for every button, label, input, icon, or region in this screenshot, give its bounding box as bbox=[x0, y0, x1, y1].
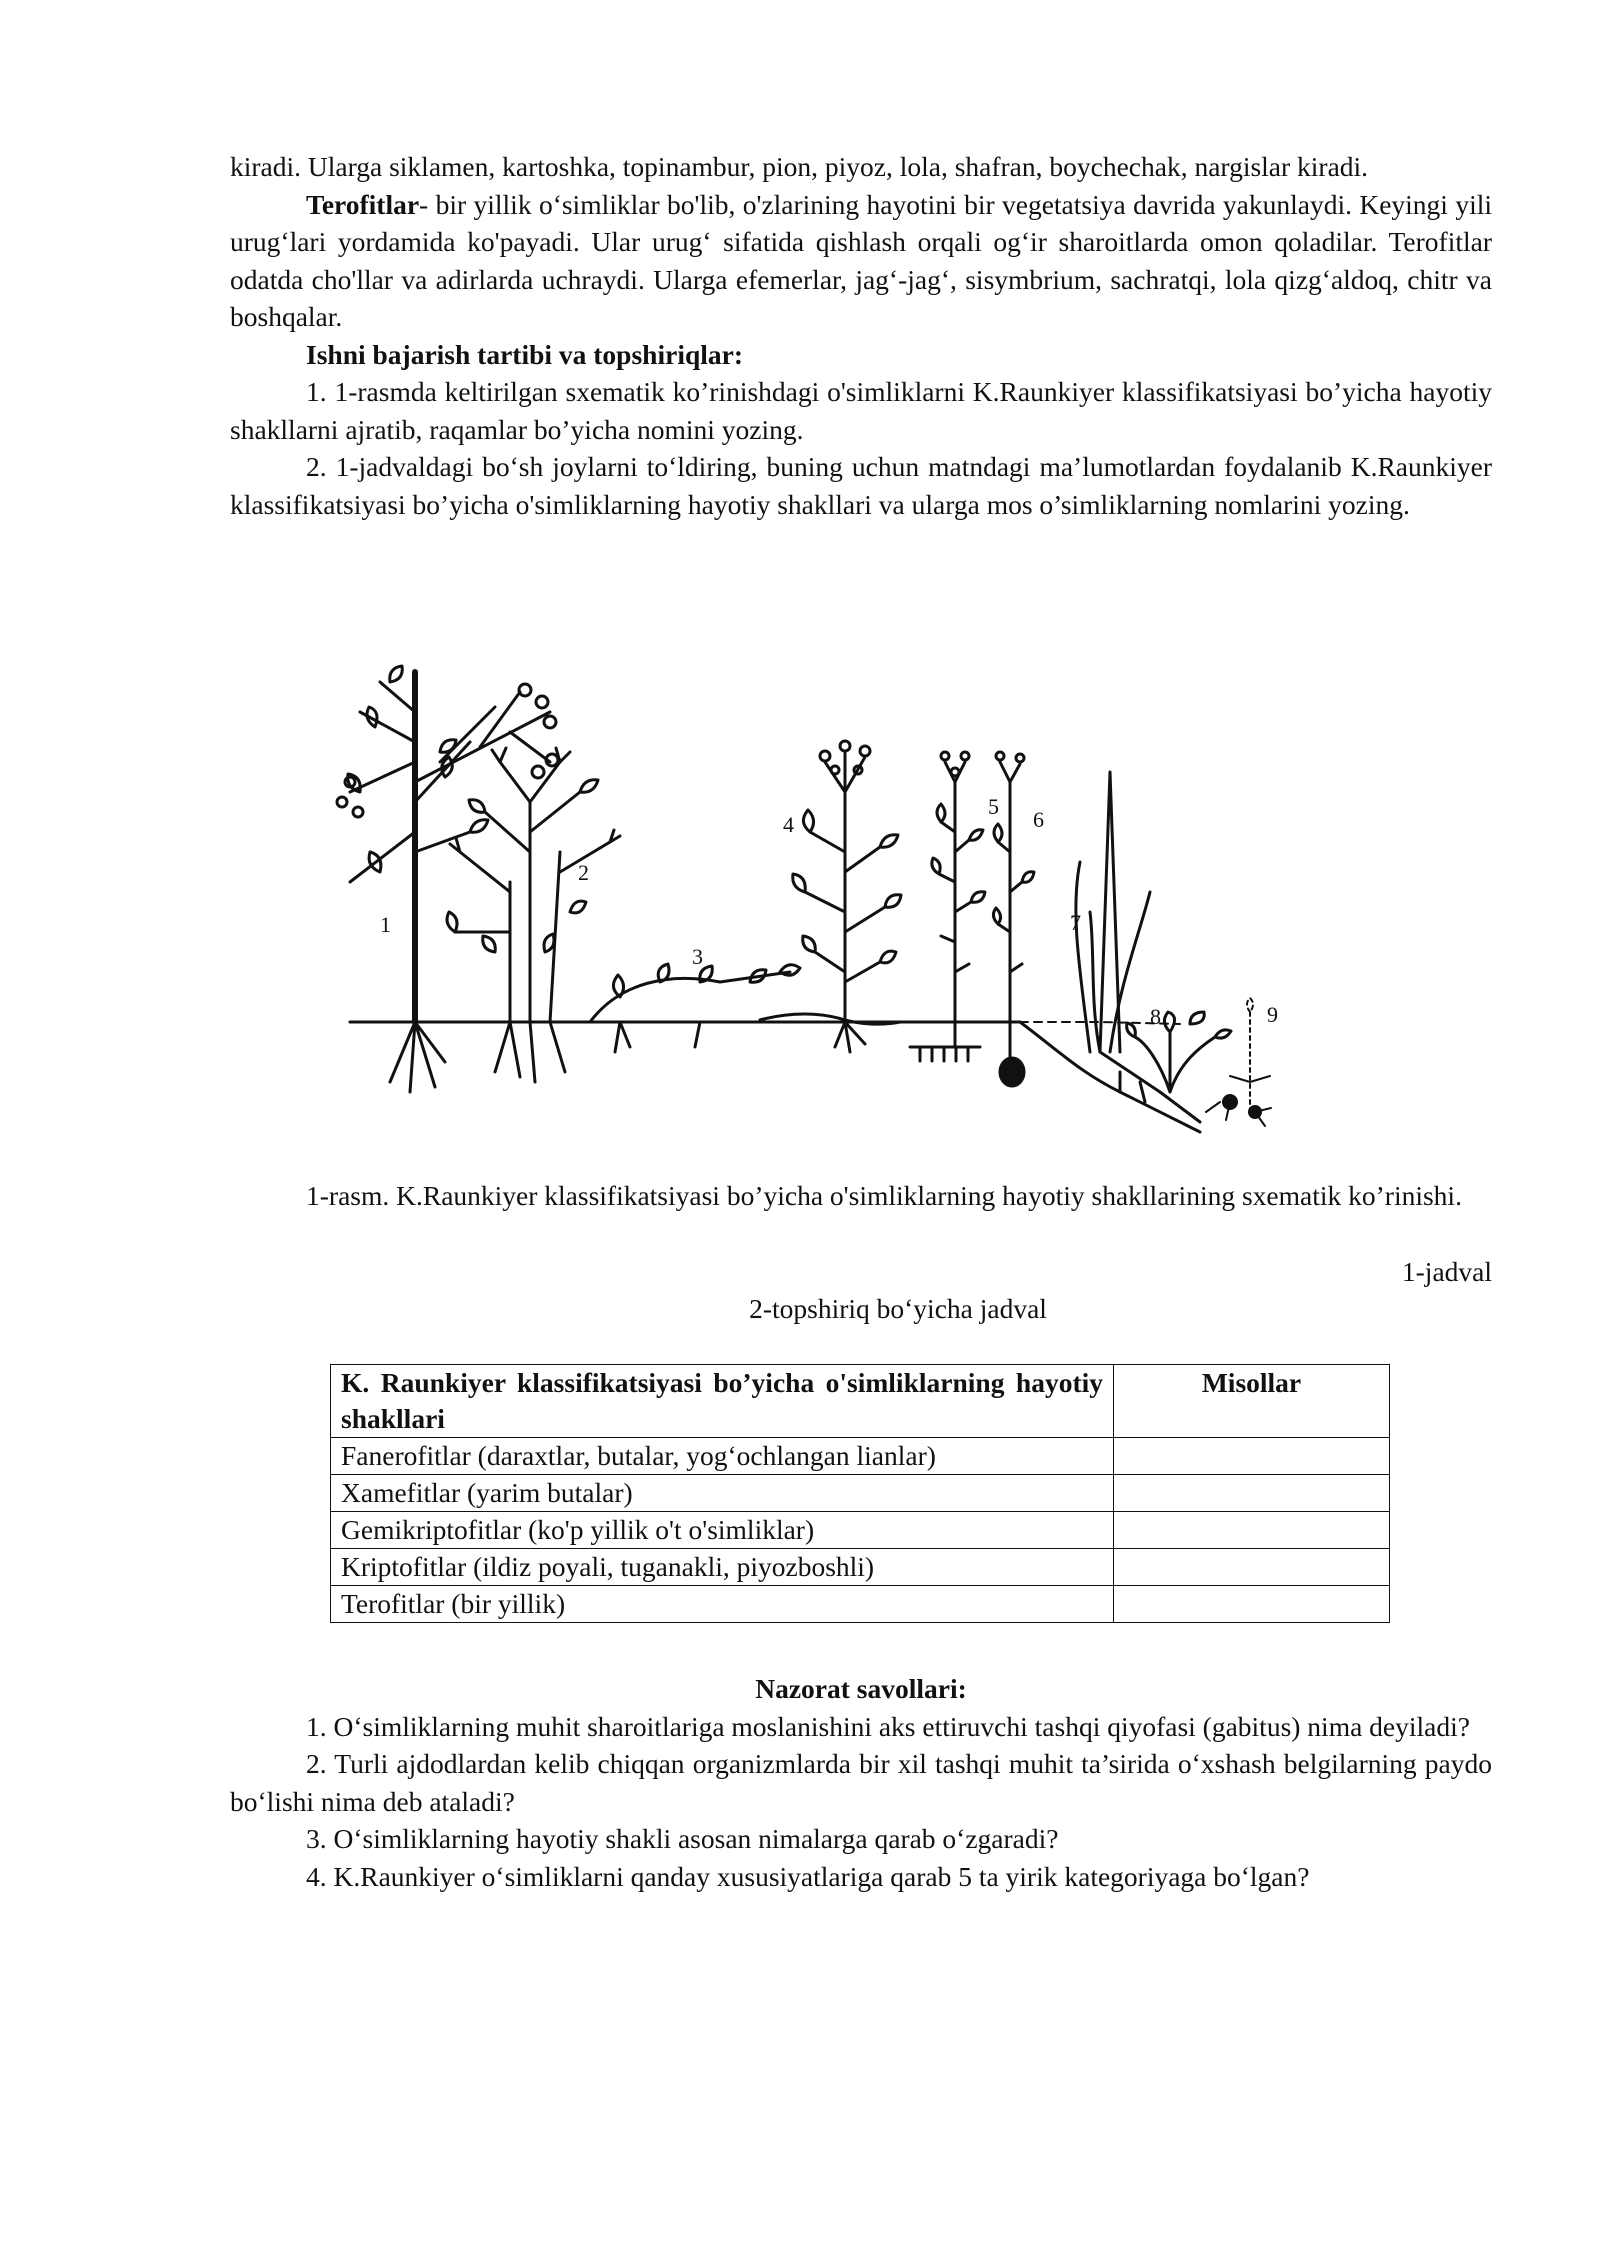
figure-label-8: 8 bbox=[1150, 1004, 1161, 1029]
row-examples-cell[interactable] bbox=[1114, 1438, 1390, 1475]
raunkiaer-life-forms-figure bbox=[320, 652, 1280, 1172]
task-1: 1. 1-rasmda keltirilgan sxematik ko’rinishdagi o'simliklarni K.Raunkiyer klassifikatsiyasi bo’yicha hayotiy shakllarni ajratib, raqamlar bo’yicha nomini yozing. bbox=[230, 376, 1492, 445]
row-examples-cell[interactable] bbox=[1114, 1549, 1390, 1586]
caption-text: 1-rasm. K.Raunkiyer klassifikatsiyasi bo’yicha o'simliklarning hayotiy shakllarining sxematik ko’rinishi. bbox=[306, 1180, 1462, 1211]
figure-label-9: 9 bbox=[1267, 1002, 1278, 1027]
intro-section bbox=[230, 148, 1492, 523]
table-row bbox=[331, 1549, 1390, 1586]
figure-label-4: 4 bbox=[783, 812, 794, 837]
plant-5-rhizome-plant bbox=[910, 752, 985, 1061]
plant-1-tree bbox=[337, 666, 558, 1092]
plant-2-shrub bbox=[447, 748, 620, 1082]
table-row bbox=[331, 1438, 1390, 1475]
question-4: 4. K.Raunkiyer o‘simliklarni qanday xususiyatlariga qarab 5 ta yirik kategoriyaga bo‘lgan? bbox=[306, 1860, 1310, 1892]
questions-heading: Nazorat savollari: bbox=[755, 1673, 967, 1704]
figure-label-7: 7 bbox=[1070, 910, 1081, 935]
table-label: 1-jadval bbox=[1401, 1256, 1492, 1287]
table-row bbox=[331, 1512, 1390, 1549]
tasks-heading: Ishni bajarish tartibi va topshiriqlar: bbox=[306, 338, 744, 370]
row-examples-cell[interactable] bbox=[1114, 1475, 1390, 1512]
header-examples: Misollar bbox=[1114, 1365, 1390, 1438]
table-row bbox=[331, 1586, 1390, 1623]
row-life-form: Xamefitlar (yarim butalar) bbox=[331, 1475, 1114, 1512]
task-2: 2. 1-jadvaldagi bo‘sh joylarni to‘ldiring, buning uchun matndagi ma’lumotlardan foydalanib K.Raunkiyer klassifikatsiyasi bo’yicha o'simliklarning hayotiy shakllari va ularga mos o’simliklarning nomlarini yozing. bbox=[230, 451, 1492, 520]
figure-label-3: 3 bbox=[692, 944, 703, 969]
table-row bbox=[331, 1475, 1390, 1512]
figure-label-6: 6 bbox=[1033, 807, 1044, 832]
terofit-paragraph bbox=[230, 186, 1492, 336]
table-header-row bbox=[331, 1365, 1390, 1438]
plant-3-creeping bbox=[590, 964, 800, 1052]
figure-caption bbox=[230, 1177, 1492, 1215]
row-life-form: Gemikriptofitlar (ko'p yillik o't o'simliklar) bbox=[331, 1512, 1114, 1549]
figure-label-2: 2 bbox=[578, 860, 589, 885]
row-life-form: Fanerofitlar (daraxtlar, butalar, yog‘ochlangan lianlar) bbox=[331, 1438, 1114, 1475]
intro-paragraph: kiradi. Ularga siklamen, kartoshka, topinambur, pion, piyoz, lola, shafran, boychechak, nargislar kiradi. bbox=[230, 151, 1369, 182]
terofit-term: Terofitlar bbox=[306, 188, 420, 220]
row-life-form: Kriptofitlar (ildiz poyali, tuganakli, piyozboshli) bbox=[331, 1549, 1114, 1586]
life-forms-table bbox=[330, 1364, 1390, 1623]
question-1: 1. O‘simliklarning muhit sharoitlariga moslanishini aks ettiruvchi tashqi qiyofasi (gabitus) nima deyiladi? bbox=[306, 1710, 1470, 1742]
ground-slope bbox=[1020, 1022, 1200, 1132]
row-examples-cell[interactable] bbox=[1114, 1586, 1390, 1623]
header-life-forms: K. Raunkiyer klassifikatsiyasi bo’yicha o'simliklarning hayotiy shakllari bbox=[331, 1365, 1114, 1438]
row-examples-cell[interactable] bbox=[1114, 1512, 1390, 1549]
control-questions bbox=[230, 1670, 1492, 1895]
plant-4-herb bbox=[760, 741, 901, 1052]
plant-6-bulb bbox=[1000, 1058, 1024, 1086]
figure-label-5: 5 bbox=[988, 794, 999, 819]
question-2: 2. Turli ajdodlardan kelib chiqqan organizmlarda bir xil tashqi muhit ta’sirida o‘xshash belgilarning paydo bo‘lishi nima deb ataladi? bbox=[230, 1748, 1492, 1817]
table-title: 2-topshiriq bo‘yicha jadval bbox=[749, 1293, 1047, 1324]
figure-label-1: 1 bbox=[380, 912, 391, 937]
plant-9-therophyte bbox=[1206, 998, 1271, 1126]
terofit-text: - bir yillik o‘simliklar bo'lib, o'zlarining hayotini bir vegetatsiya davrida yakunlaydi. Keyingi yili urug‘lari yordamida ko'payadi. Ular urug‘ sifatida qishlash orqali og‘ir sharoitlarda omon qoladilar. Terofitlar odatda cho'llar va adirlarda uchraydi. Ularga efemerlar, jag‘-jag‘, sisymbrium, sachratqi, lola qizg‘aldoq, chitr va boshqalar. bbox=[230, 188, 1492, 332]
question-3: 3. O‘simliklarning hayotiy shakli asosan nimalarga qarab o‘zgaradi? bbox=[306, 1823, 1059, 1854]
plant-6-bulb-plant bbox=[993, 752, 1034, 1062]
row-life-form: Terofitlar (bir yillik) bbox=[331, 1586, 1114, 1623]
